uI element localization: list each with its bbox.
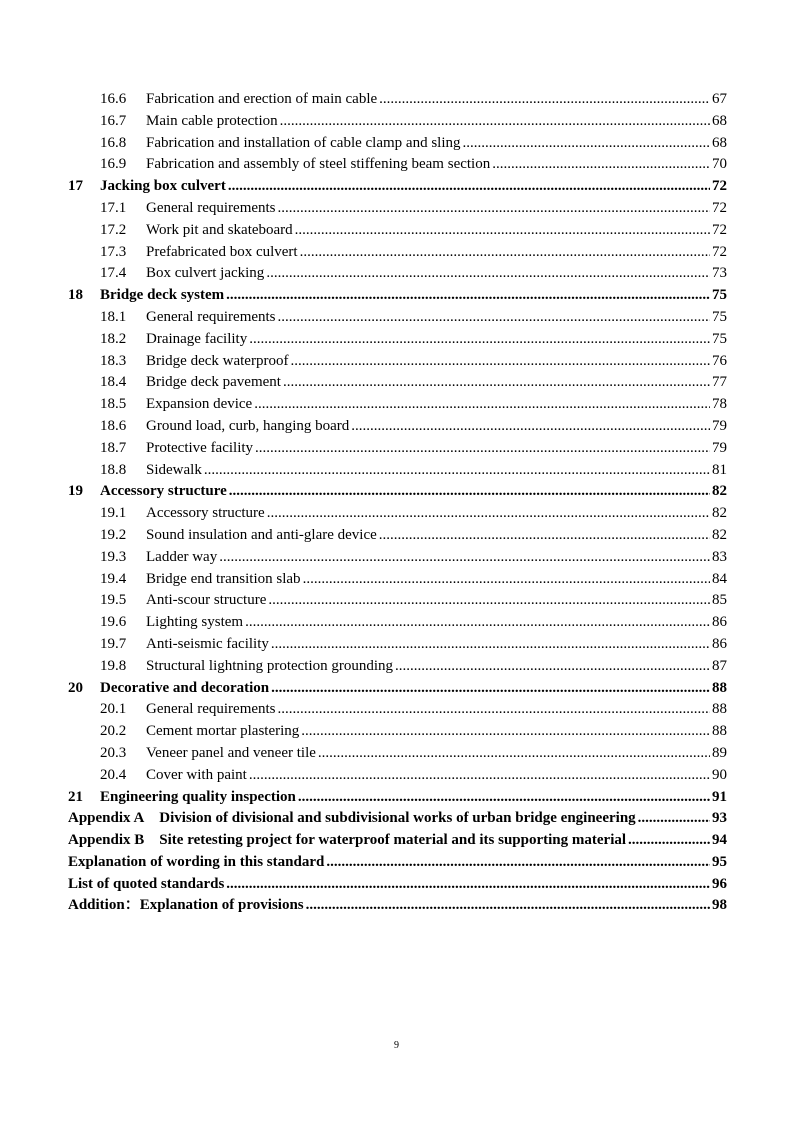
toc-entry: [68, 329, 727, 351]
toc-entry-page: 72: [712, 221, 727, 238]
toc-entry-title: Jacking box culvert: [100, 178, 226, 195]
toc-dot-leader: [266, 263, 710, 285]
toc-entry-title: Fabrication and assembly of steel stiffening beam section: [146, 156, 491, 173]
toc-dot-leader: [295, 220, 710, 242]
toc-entry-page: 68: [712, 134, 727, 151]
toc-entry-title: Explanation of wording in this standard: [68, 853, 325, 870]
toc-entry: [68, 765, 727, 787]
toc-entry-page: 98: [712, 897, 727, 914]
toc-entry-number: 18.4: [100, 374, 127, 391]
toc-entry-title: Box culvert jacking: [146, 265, 265, 282]
toc-entry-number: 19.2: [100, 526, 127, 543]
toc-entry-page: 93: [712, 810, 727, 827]
toc-entry-page: 72: [712, 243, 727, 260]
toc-dot-leader: [326, 852, 710, 874]
toc-entry-number: 19.8: [100, 657, 127, 674]
toc-dot-leader: [463, 133, 711, 155]
toc-entry-title: Addition：Explanation of provisions: [68, 897, 304, 914]
toc-dot-leader: [379, 525, 710, 547]
toc-entry-title: Ladder way: [146, 548, 218, 565]
toc-entry-number: 16.8: [100, 134, 127, 151]
toc-dot-leader: [283, 372, 710, 394]
toc-entry: [68, 787, 727, 809]
toc-entry-number: 16.7: [100, 112, 127, 129]
toc-entry-number: 18: [68, 287, 83, 304]
toc-entry-title: Lighting system: [146, 614, 244, 631]
toc-entry: [68, 242, 727, 264]
toc-entry: [68, 830, 727, 852]
toc-entry: [68, 569, 727, 591]
toc-dot-leader: [351, 416, 710, 438]
toc-entry-page: 82: [712, 505, 727, 522]
toc-entry-number: 17.3: [100, 243, 127, 260]
toc-entry-number: 20.3: [100, 744, 127, 761]
toc-entry-title: Veneer panel and veneer tile: [146, 744, 316, 761]
toc-entry: [68, 852, 727, 874]
toc-entry: [68, 481, 727, 503]
toc-entry-number: Appendix B: [68, 832, 145, 849]
page-number: 9: [394, 1040, 399, 1051]
toc-dot-leader: [249, 765, 710, 787]
toc-entry: [68, 394, 727, 416]
toc-entry-title: Work pit and skateboard: [146, 221, 293, 238]
toc-dot-leader: [301, 721, 710, 743]
toc-entry: [68, 351, 727, 373]
toc-entry-page: 68: [712, 112, 727, 129]
toc-dot-leader: [204, 460, 710, 482]
toc-entry-number: Appendix A: [68, 810, 145, 827]
toc-entry: [68, 656, 727, 678]
toc-entry-page: 88: [712, 701, 727, 718]
toc-entry-page: 75: [712, 330, 727, 347]
toc-entry-page: 73: [712, 265, 727, 282]
toc-entry: [68, 372, 727, 394]
toc-dot-leader: [492, 154, 710, 176]
toc-dot-leader: [255, 438, 710, 460]
toc-dot-leader: [628, 830, 710, 852]
toc-entry-title: Drainage facility: [146, 330, 248, 347]
toc-entry-number: 20.2: [100, 723, 127, 740]
toc-entry: [68, 460, 727, 482]
toc-entry-number: 19: [68, 483, 83, 500]
toc-entry: [68, 220, 727, 242]
toc-entry-number: 20: [68, 679, 83, 696]
toc-entry-page: 72: [712, 199, 727, 216]
toc-entry-title: Prefabricated box culvert: [146, 243, 298, 260]
toc-entry: [68, 176, 727, 198]
toc-dot-leader: [379, 89, 710, 111]
toc-entry-page: 75: [712, 287, 727, 304]
toc-entry-title: Ground load, curb, hanging board: [146, 417, 350, 434]
toc-entry: [68, 721, 727, 743]
toc-entry-page: 70: [712, 156, 727, 173]
toc-entry-number: 19.3: [100, 548, 127, 565]
toc-dot-leader: [638, 808, 710, 830]
toc-dot-leader: [318, 743, 710, 765]
toc-dot-leader: [228, 176, 710, 198]
toc-entry: [68, 133, 727, 155]
toc-entry-number: 18.1: [100, 308, 127, 325]
toc-entry-title: Bridge deck system: [100, 287, 225, 304]
toc-entry-number: 18.7: [100, 439, 127, 456]
toc-entry: [68, 307, 727, 329]
toc-entry-page: 84: [712, 570, 727, 587]
toc-entry-title: Structural lightning protection grounding: [146, 657, 394, 674]
toc-dot-leader: [226, 874, 710, 896]
toc-dot-leader: [271, 678, 710, 700]
toc-entry-number: 16.9: [100, 156, 127, 173]
toc-entry-title: Bridge end transition slab: [146, 570, 301, 587]
toc-entry: [68, 612, 727, 634]
toc-entry-page: 75: [712, 308, 727, 325]
toc-entry-title: General requirements: [146, 701, 276, 718]
toc-entry-number: 17.2: [100, 221, 127, 238]
toc-entry-title: Division of divisional and subdivisional works of urban bridge engineering: [159, 810, 636, 827]
toc-entry-page: 88: [712, 679, 727, 696]
toc-entry: [68, 634, 727, 656]
toc-entry-page: 77: [712, 374, 727, 391]
toc-entry: [68, 874, 727, 896]
toc-entry-title: Accessory structure: [146, 505, 265, 522]
toc-entry: [68, 743, 727, 765]
toc-entry-number: 17.4: [100, 265, 127, 282]
toc-entry-page: 83: [712, 548, 727, 565]
toc-dot-leader: [298, 787, 710, 809]
toc-entry-title: Protective facility: [146, 439, 254, 456]
toc-entry-page: 67: [712, 91, 727, 107]
toc-entry: [68, 263, 727, 285]
toc-entry-page: 78: [712, 396, 727, 413]
toc-entry: [68, 503, 727, 525]
toc-entry-title: Bridge deck waterproof: [146, 352, 289, 369]
toc-entry-title: Decorative and decoration: [100, 679, 270, 696]
toc-entry: [68, 525, 727, 547]
toc-entry-number: 16.6: [100, 91, 127, 107]
toc-entry-title: Accessory structure: [100, 483, 227, 500]
toc-entry-number: 17.1: [100, 199, 127, 216]
toc-entry-number: 18.8: [100, 461, 127, 478]
toc-entry-number: 17: [68, 178, 83, 195]
toc-entry: [68, 590, 727, 612]
toc-entry-number: 19.6: [100, 614, 127, 631]
toc-dot-leader: [229, 481, 710, 503]
toc-entry-page: 86: [712, 614, 727, 631]
toc-entry-title: Engineering quality inspection: [100, 788, 296, 805]
toc-dot-leader: [278, 307, 710, 329]
toc-dot-leader: [280, 111, 710, 133]
toc-dot-leader: [300, 242, 710, 264]
toc-entry-title: Cover with paint: [146, 766, 247, 783]
toc-entry-number: 21: [68, 788, 83, 805]
toc-entry-number: 18.6: [100, 417, 127, 434]
toc-entry-number: 20.1: [100, 701, 127, 718]
toc-entry-title: General requirements: [146, 308, 276, 325]
toc-entry-page: 85: [712, 592, 727, 609]
toc-entry: [68, 198, 727, 220]
toc-entry: [68, 547, 727, 569]
toc-dot-leader: [249, 329, 710, 351]
toc-entry: [68, 154, 727, 176]
toc-entry-page: 90: [712, 766, 727, 783]
toc-entry: [68, 895, 727, 917]
toc-dot-leader: [268, 590, 710, 612]
toc-entry-title: Anti-seismic facility: [146, 635, 269, 652]
toc-dot-leader: [245, 612, 710, 634]
toc-dot-leader: [267, 503, 710, 525]
toc-dot-leader: [226, 285, 710, 307]
toc-entry-page: 88: [712, 723, 727, 740]
toc-entry-page: 82: [712, 526, 727, 543]
toc-entry-page: 95: [712, 853, 727, 870]
toc-entry-title: Cement mortar plastering: [146, 723, 300, 740]
toc-entry-page: 96: [712, 875, 727, 892]
toc-dot-leader: [278, 699, 710, 721]
toc-dot-leader: [219, 547, 710, 569]
toc-entry-page: 82: [712, 483, 727, 500]
toc-entry-number: 19.1: [100, 505, 127, 522]
toc-entry-title: General requirements: [146, 199, 276, 216]
toc-entry: [68, 416, 727, 438]
toc-dot-leader: [290, 351, 710, 373]
toc-entry-page: 79: [712, 417, 727, 434]
toc-entry-page: 91: [712, 788, 727, 805]
toc-entry-title: Bridge deck pavement: [146, 374, 281, 391]
toc-dot-leader: [306, 895, 710, 917]
toc-entry: [68, 678, 727, 700]
toc-entry-page: 72: [712, 178, 727, 195]
toc-entry-page: 76: [712, 352, 727, 369]
toc-dot-leader: [271, 634, 710, 656]
toc-entry: [68, 111, 727, 133]
toc-entry-number: 19.4: [100, 570, 127, 587]
toc-entry-number: 19.7: [100, 635, 127, 652]
toc-entry-number: 20.4: [100, 766, 127, 783]
toc-entry-title: Fabrication and installation of cable clamp and sling: [146, 134, 461, 151]
toc-dot-leader: [395, 656, 710, 678]
toc-entry: [68, 438, 727, 460]
toc-entry-number: 18.2: [100, 330, 127, 347]
toc-dot-leader: [278, 198, 710, 220]
toc-entry-page: 81: [712, 461, 727, 478]
toc-entry-title: Expansion device: [146, 396, 253, 413]
toc-entry: [68, 808, 727, 830]
toc-entry: [68, 285, 727, 307]
toc-entry-title: Sound insulation and anti-glare device: [146, 526, 377, 543]
toc-entry: [68, 89, 727, 111]
toc-entry: [68, 699, 727, 721]
toc-entry-page: 79: [712, 439, 727, 456]
table-of-contents: [68, 89, 727, 917]
toc-entry-title: Site retesting project for waterproof material and its supporting material: [159, 832, 627, 849]
toc-entry-title: Main cable protection: [146, 112, 278, 129]
toc-entry-title: List of quoted standards: [68, 875, 225, 892]
toc-dot-leader: [254, 394, 710, 416]
toc-entry-page: 89: [712, 744, 727, 761]
toc-entry-page: 87: [712, 657, 727, 674]
toc-entry-number: 19.5: [100, 592, 127, 609]
toc-dot-leader: [303, 569, 710, 591]
toc-entry-title: Sidewalk: [146, 461, 202, 478]
toc-entry-title: Anti-scour structure: [146, 592, 267, 609]
toc-entry-title: Fabrication and erection of main cable: [146, 91, 378, 107]
toc-entry-number: 18.3: [100, 352, 127, 369]
toc-entry-page: 86: [712, 635, 727, 652]
toc-entry-page: 94: [712, 832, 727, 849]
toc-entry-number: 18.5: [100, 396, 127, 413]
